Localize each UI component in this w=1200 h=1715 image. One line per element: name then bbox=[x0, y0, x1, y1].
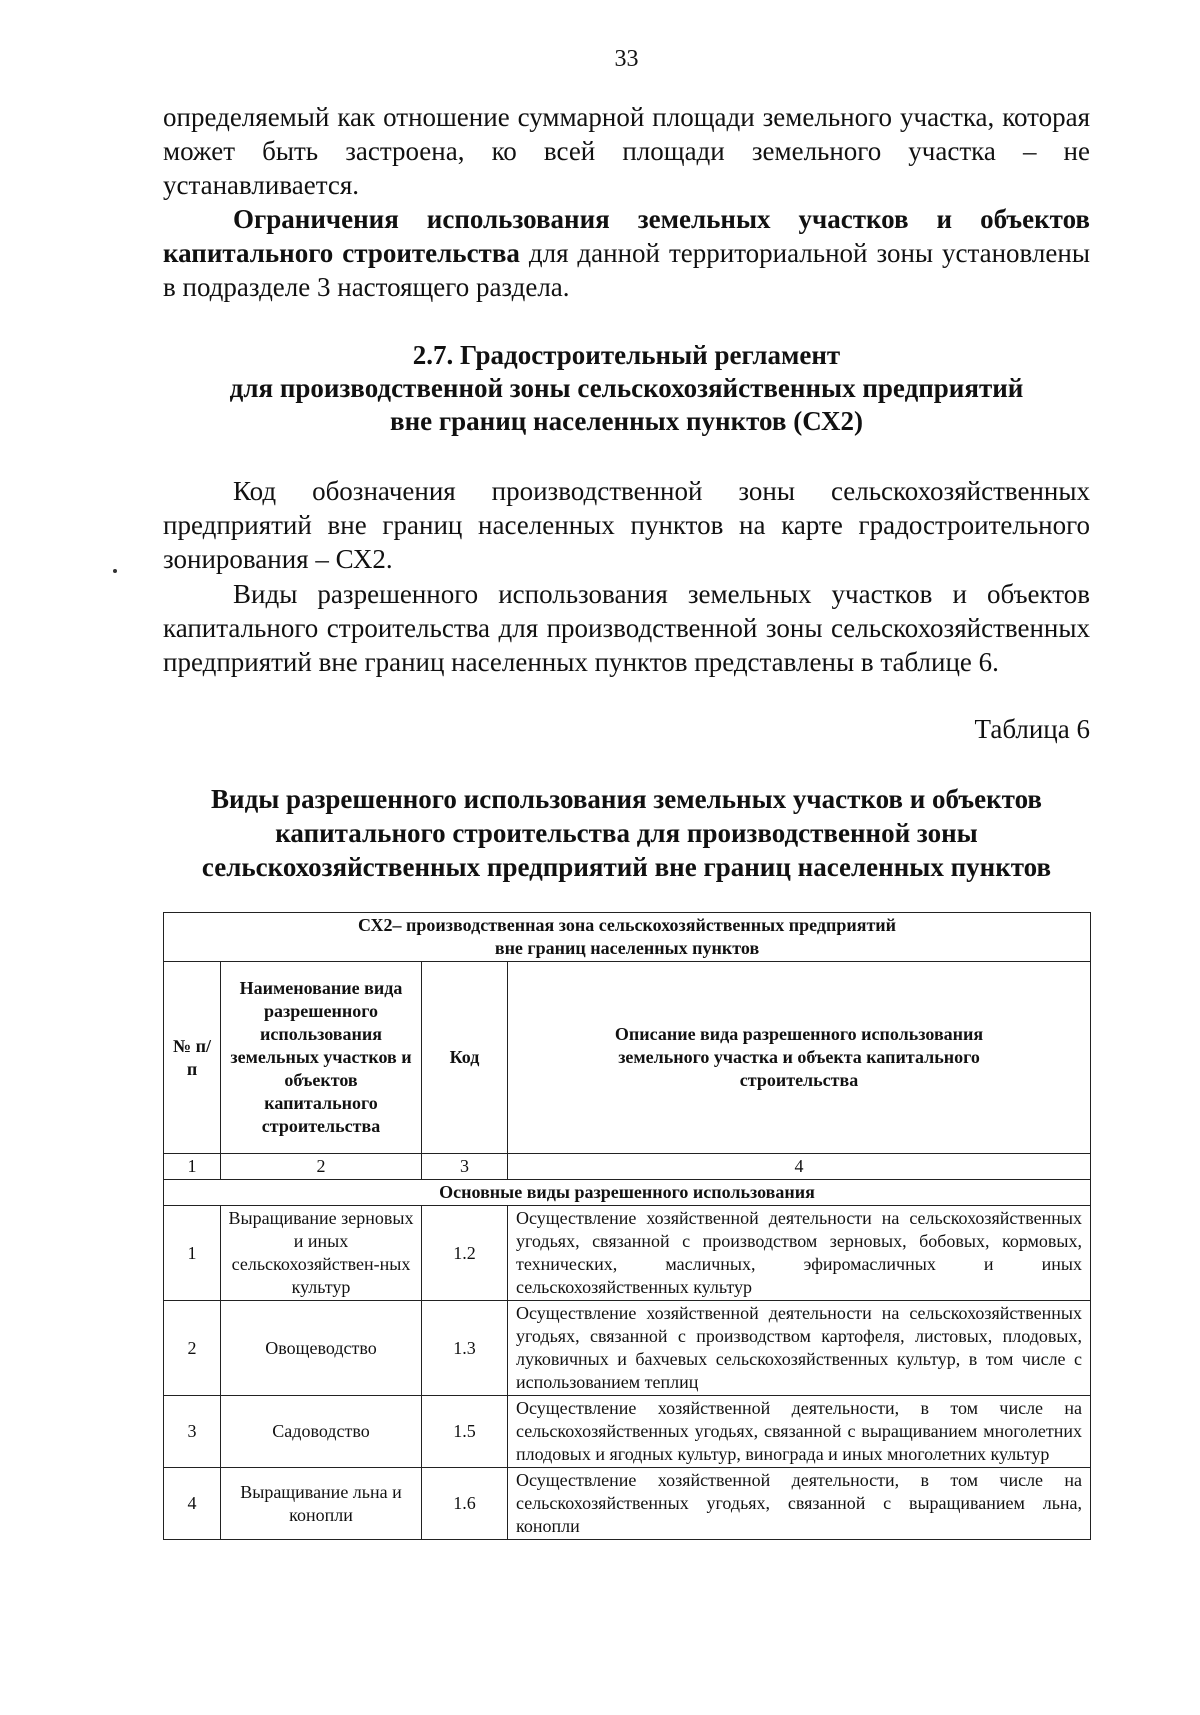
row-name: Овощеводство bbox=[221, 1301, 422, 1396]
col-header-num: № п/п bbox=[164, 962, 221, 1154]
table-zone-header bbox=[164, 913, 1091, 962]
row-desc: Осуществление хозяйственной деятельности на сельскохозяйственных угодьях, связанной с производством картофеля, листовых, плодовых, луковичных и бахчевых сельскохозяйственных культур, в том числе с использованием теплиц bbox=[508, 1301, 1091, 1396]
row-num: 4 bbox=[164, 1468, 221, 1540]
table-row bbox=[164, 1468, 1091, 1540]
paragraph-continuation: определяемый как отношение суммарной площади земельного участка, которая может быть застроена, ко всей площади земельного участка – не устанавливается. bbox=[163, 102, 1090, 200]
section-heading-line-2: для производственной зоны сельскохозяйственных предприятий bbox=[229, 373, 1024, 403]
table-title-line-3: сельскохозяйственных предприятий вне границ населенных пунктов bbox=[201, 852, 1052, 882]
table-title-line-2: капитального строительства для производственной зоны bbox=[275, 818, 978, 848]
paragraph-restrictions bbox=[163, 202, 1090, 304]
row-num: 1 bbox=[164, 1206, 221, 1301]
row-code: 1.3 bbox=[422, 1301, 508, 1396]
table-caption: Таблица 6 bbox=[974, 714, 1090, 744]
row-code: 1.5 bbox=[422, 1396, 508, 1468]
row-desc: Осуществление хозяйственной деятельности, в том числе на сельскохозяйственных угодьях, связанной с выращиванием многолетних плодовых и ягодных культур, винограда и иных многолетних культур bbox=[508, 1396, 1091, 1468]
permitted-uses-table bbox=[163, 912, 1091, 1540]
table-title bbox=[163, 782, 1090, 884]
table-zone-header-row bbox=[164, 913, 1091, 962]
col-number-3: 3 bbox=[422, 1154, 508, 1180]
row-desc: Осуществление хозяйственной деятельности, в том числе на сельскохозяйственных угодьях, связанной с выращиванием льна, конопли bbox=[508, 1468, 1091, 1540]
table-row bbox=[164, 1396, 1091, 1468]
section-heading-line-1: 2.7. Градостроительный регламент bbox=[412, 340, 841, 370]
row-name: Садоводство bbox=[221, 1396, 422, 1468]
col-number-1: 1 bbox=[164, 1154, 221, 1180]
col-number-4: 4 bbox=[508, 1154, 1091, 1180]
restrictions-bold-lead: Ограничения использования земельных участков и объектов капитального строительства bbox=[163, 204, 1090, 268]
col-header-desc: Описание вида разрешенного использования земельного участка и объекта капитального строительства bbox=[508, 962, 1091, 1154]
section-label-main-uses: Основные виды разрешенного использования bbox=[164, 1180, 1091, 1206]
zone-header-line-2: вне границ населенных пунктов bbox=[494, 938, 760, 958]
row-num: 3 bbox=[164, 1396, 221, 1468]
table-row bbox=[164, 1301, 1091, 1396]
zone-header-line-1: СХ2– производственная зона сельскохозяйственных предприятий bbox=[358, 915, 897, 935]
scan-speck bbox=[113, 569, 117, 573]
table-column-header-row bbox=[164, 962, 1091, 1154]
row-code: 1.6 bbox=[422, 1468, 508, 1540]
paragraph-permitted-uses: Виды разрешенного использования земельных участков и объектов капитального строительства для производственной зоны сельскохозяйственных предприятий вне границ населенных пунктов представлены в таблице 6. bbox=[163, 579, 1090, 677]
col-header-code: Код bbox=[422, 962, 508, 1154]
section-heading-line-3: вне границ населенных пунктов (СХ2) bbox=[389, 406, 863, 436]
paragraph-zone-code: Код обозначения производственной зоны сельскохозяйственных предприятий вне границ населенных пунктов на карте градостроительного зонирования – СХ2. bbox=[163, 476, 1090, 574]
table-row bbox=[164, 1206, 1091, 1301]
section-heading bbox=[163, 339, 1090, 438]
col-header-name: Наименование вида разрешенного использования земельных участков и объектов капитального строительства bbox=[221, 962, 422, 1154]
restrictions-rest: для данной территориальной зоны установлены в подразделе 3 настоящего раздела. bbox=[163, 238, 1090, 302]
table-title-line-1: Виды разрешенного использования земельных участков и объектов bbox=[211, 784, 1042, 814]
table-column-number-row bbox=[164, 1154, 1091, 1180]
row-desc: Осуществление хозяйственной деятельности на сельскохозяйственных угодьях, связанной с производством зерновых, бобовых, кормовых, технических, масличных, эфиромасличных и иных сельскохозяйственных культур bbox=[508, 1206, 1091, 1301]
page-number: 33 bbox=[614, 46, 639, 72]
col-number-2: 2 bbox=[221, 1154, 422, 1180]
table-section-row bbox=[164, 1180, 1091, 1206]
row-name: Выращивание зерновых и иных сельскохозяйствен-ных культур bbox=[221, 1206, 422, 1301]
row-name: Выращивание льна и конопли bbox=[221, 1468, 422, 1540]
row-code: 1.2 bbox=[422, 1206, 508, 1301]
row-num: 2 bbox=[164, 1301, 221, 1396]
